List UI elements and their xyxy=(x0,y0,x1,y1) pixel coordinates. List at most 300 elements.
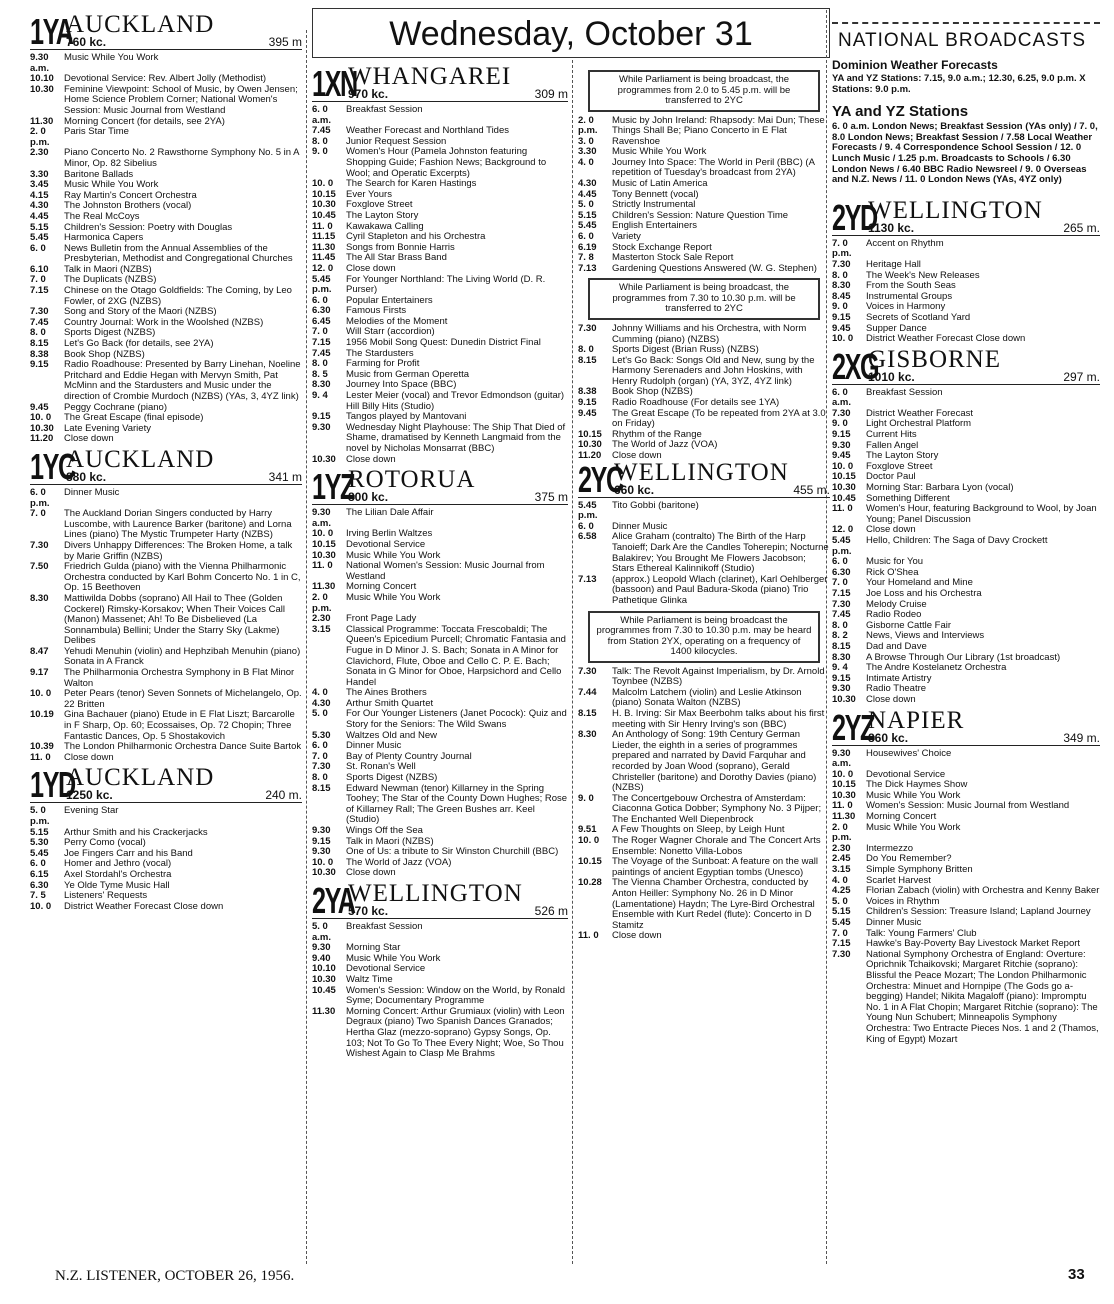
programme-time: 8. 5 xyxy=(312,368,328,380)
programme-time: 3.30 xyxy=(578,146,597,158)
programme-row xyxy=(578,794,830,826)
programme-time: 11.30 xyxy=(312,581,336,593)
programme-row xyxy=(30,541,302,562)
programme-title: National Women's Session: Music Journal from Westland xyxy=(346,560,545,582)
programme-time: 10. 0 xyxy=(832,768,854,780)
programme-time: 10. 0 xyxy=(312,528,334,540)
programme-title: Talk: Young Farmers' Club xyxy=(866,927,977,939)
programme-time: 8. 0 xyxy=(578,344,594,356)
programme-time: 7.30 xyxy=(578,665,597,677)
programme-row xyxy=(30,148,302,169)
station-frequency xyxy=(614,484,830,496)
programme-title: Breakfast Session xyxy=(346,920,423,932)
programme-time: 7.30 xyxy=(30,306,49,318)
programme-row xyxy=(578,931,830,942)
programme-time: 10. 0 xyxy=(312,856,334,868)
programme-title: The Philharmonia Orchestra Symphony in B Flat Minor Walton xyxy=(64,667,295,689)
programme-title: Morning Star: Barbara Lyon (vocal) xyxy=(866,482,1014,494)
programme-title: Ever Yours xyxy=(346,188,392,200)
programme-time: 8.15 xyxy=(578,354,597,366)
programme-time: 9. 4 xyxy=(832,662,848,674)
station-metres: 297 m. xyxy=(1063,369,1100,384)
station-kc: 570 kc. xyxy=(348,903,389,918)
programme-row xyxy=(30,753,302,764)
programme-title: Cyril Stapleton and his Orchestra xyxy=(346,231,486,243)
programme-row xyxy=(578,688,830,709)
programme-title: The Stardusters xyxy=(346,347,414,359)
programme-time: 2.30 xyxy=(832,842,851,854)
programme-title: Something Different xyxy=(866,492,950,504)
programme-title: Fallen Angel xyxy=(866,439,919,451)
programme-title: News Bulletin from the Annual Assemblies of the Presbyterian, Methodist and Congregational Churches xyxy=(64,242,293,265)
programme-time: 8.15 xyxy=(30,338,49,350)
programme-time: 7.45 xyxy=(312,125,331,137)
programme-time: 11. 0 xyxy=(312,220,333,232)
programme-time: 7.30 xyxy=(312,761,331,773)
programme-time: 5. 0 p.m. xyxy=(30,805,50,827)
programme-title: Bay of Plenty Country Journal xyxy=(346,750,472,762)
programme-title: Gina Bachauer (piano) Etude in E Flat Liszt; Barcarolle in F Sharp, Op. 60; Ecossaises, Op. 72 Chopin; Three Fantastic Dances, Op. 5 Shostakovich xyxy=(64,709,295,742)
programme-time: 9.30 xyxy=(312,421,331,433)
station-header xyxy=(30,11,302,52)
column-rule xyxy=(306,30,307,1264)
station-metres: 341 m xyxy=(268,469,302,484)
programme-row xyxy=(30,127,302,148)
station-city: GISBORNE xyxy=(868,345,1002,373)
programme-time: 9.30 a.m. xyxy=(832,747,852,770)
programme-title: Waltzes Old and New xyxy=(346,729,437,741)
programme-time: 7. 0 xyxy=(30,508,46,520)
station-metres: 375 m xyxy=(534,490,568,505)
programme-title: Feminine Viewpoint: School of Music, by Owen Jensen; Home Science Problem Corner; National Women's Session: Music Journal from Westland xyxy=(64,83,298,116)
programme-time: 7.45 xyxy=(30,316,49,328)
station-title xyxy=(614,458,830,497)
programme-time: 6.45 xyxy=(312,315,331,327)
column-4 xyxy=(832,10,1100,1049)
programme-title: Women's Hour (Pamela Johnston featuring Shopping Guide; Fashion News; Background to Wool; and Operatic Excerpts) xyxy=(346,146,547,179)
programme-time: 10.15 xyxy=(832,471,856,483)
programme-time: 10.30 xyxy=(832,482,856,494)
programme-title: Radio Roadhouse (For details see 1YA) xyxy=(612,397,780,409)
programme-time: 7.15 xyxy=(30,285,49,297)
programme-time: 10. 0 xyxy=(30,900,52,912)
programme-title: Morning Concert xyxy=(866,811,937,823)
programme-title: Friedrich Gulda (piano) with the Vienna Philharmonic Orchestra conducted by Karl Bohm Concerto No. 1 in C, Op. 15 Beethoven xyxy=(64,561,301,594)
programme-time: 10.15 xyxy=(312,538,336,550)
programme-time: 4. 0 xyxy=(578,156,594,168)
programme-row xyxy=(312,625,568,689)
station-metres: 455 m. xyxy=(793,482,830,497)
programme-row xyxy=(30,212,302,223)
programme-time: 10.30 xyxy=(312,199,336,211)
programme-time: 6. 0 xyxy=(30,858,46,870)
programme-row xyxy=(832,260,1100,271)
programme-title: The Duplicats (NZBS) xyxy=(64,274,157,286)
programme-time: 9.45 xyxy=(832,450,851,462)
programme-title: Music While You Work xyxy=(64,179,159,191)
programme-title: Farming for Profit xyxy=(346,358,420,370)
station-metres: 265 m. xyxy=(1063,220,1100,235)
programme-title: Perry Como (vocal) xyxy=(64,837,146,849)
programme-row xyxy=(578,409,830,430)
station-title xyxy=(66,764,302,803)
programme-title: The World of Jazz (VOA) xyxy=(346,856,452,868)
programme-title: The Layton Story xyxy=(866,450,939,462)
programme-title: Sports Digest (Brian Russ) (NZBS) xyxy=(612,344,759,356)
programme-title: Journey Into Space: The World in Peril (BBC) (A repetition of Tuesday's broadcast from 2YA) xyxy=(612,156,815,179)
programme-title: Melody Cruise xyxy=(866,598,927,610)
programme-row xyxy=(30,902,302,913)
programme-title: News, Views and Interviews xyxy=(866,630,985,642)
programme-title: The All Star Brass Band xyxy=(346,252,447,264)
station-title xyxy=(348,466,568,505)
programme-time: 8.47 xyxy=(30,645,49,657)
programme-title: Music While You Work xyxy=(346,952,441,964)
programme-time: 10.30 xyxy=(30,422,54,434)
programme-title: Radio Rodeo xyxy=(866,609,922,621)
programme-row xyxy=(312,105,568,126)
programme-time: 10. 0 xyxy=(832,333,854,345)
programme-row xyxy=(312,826,568,837)
programme-time: 9.30 xyxy=(832,683,851,695)
programme-row xyxy=(832,589,1100,600)
station-title xyxy=(348,63,568,101)
programme-time: 6. 0 p.m. xyxy=(30,486,50,509)
programme-time: 5.15 xyxy=(30,826,49,838)
programme-title: Music While You Work xyxy=(612,146,707,158)
programme-time: 7.30 xyxy=(832,948,851,960)
programme-title: Simple Symphony Britten xyxy=(866,864,973,876)
programme-time: 4.30 xyxy=(578,178,597,190)
programme-time: 11.15 xyxy=(312,231,336,243)
programme-time: 8.38 xyxy=(578,386,597,398)
programme-time: 10.10 xyxy=(312,963,336,975)
station-city: WELLINGTON xyxy=(348,879,523,907)
station-kc: 800 kc. xyxy=(348,490,389,505)
programme-title: Variety xyxy=(612,231,641,243)
station-call-sign: 2XG xyxy=(832,345,879,387)
station-call-sign: 1XN xyxy=(312,63,357,104)
programme-row xyxy=(312,275,568,296)
programme-title: Ray Martin's Concert Orchestra xyxy=(64,189,197,201)
station-title xyxy=(868,196,1100,235)
station-block xyxy=(832,196,1100,345)
station-city: AUCKLAND xyxy=(66,764,215,792)
programme-row xyxy=(312,922,568,943)
programme-title: Will Starr (accordion) xyxy=(346,326,435,338)
programme-time: 9.30 xyxy=(312,825,331,836)
programme-title: Close down xyxy=(346,453,396,465)
programme-time: 2. 0 p.m. xyxy=(30,126,50,148)
station-call-sign: 1YD xyxy=(30,764,75,806)
programme-time: 9.30 xyxy=(312,846,331,858)
programme-time: 9.17 xyxy=(30,667,49,679)
programme-time: 6.58 xyxy=(578,531,597,543)
programme-time: 9.40 xyxy=(312,952,331,964)
programme-title: Weather Forecast and Northland Tides xyxy=(346,125,509,137)
programme-time: 10.45 xyxy=(832,492,856,504)
station-city: WELLINGTON xyxy=(868,196,1043,224)
programme-time: 5. 0 xyxy=(832,895,848,907)
programme-time: 4.30 xyxy=(30,200,49,212)
programme-row xyxy=(312,423,568,455)
programme-time: 4.30 xyxy=(312,697,331,709)
programme-title: Light Orchestral Platform xyxy=(866,418,972,430)
column-1 xyxy=(30,11,302,916)
station-frequency xyxy=(348,905,568,917)
programme-time: 8. 0 xyxy=(312,358,328,370)
programme-time: 7. 8 xyxy=(578,252,594,264)
programme-time: 10.15 xyxy=(578,428,602,440)
programme-title: Music for You xyxy=(866,556,924,568)
programme-title: Front Page Lady xyxy=(346,613,417,625)
programme-time: 8. 2 xyxy=(832,630,848,642)
programme-title: The Aines Brothers xyxy=(346,687,427,699)
programme-title: Scarlet Harvest xyxy=(866,874,931,886)
station-header xyxy=(30,445,302,487)
programme-title: Famous Firsts xyxy=(346,305,407,317)
programme-title: Kawakawa Calling xyxy=(346,220,424,232)
programme-time: 9.51 xyxy=(578,824,597,836)
programme-time: 9. 0 xyxy=(312,146,328,158)
programme-title: Close down xyxy=(866,693,916,705)
programme-time: 10. 0 xyxy=(30,688,52,700)
programme-row xyxy=(312,593,568,614)
programme-title: Hawke's Bay-Poverty Bay Livestock Market Report xyxy=(866,938,1081,950)
programme-time: 7.45 xyxy=(832,609,851,621)
programme-title: Music While You Work xyxy=(866,789,961,801)
programme-row xyxy=(30,594,302,647)
programme-title: Close down xyxy=(612,930,662,942)
programme-time: 10. 0 xyxy=(832,460,854,472)
programme-time: 5.30 xyxy=(312,729,331,741)
programme-time: 10.28 xyxy=(578,877,602,889)
station-title xyxy=(348,879,568,918)
programme-time: 9.15 xyxy=(832,429,851,441)
station-header xyxy=(832,706,1100,748)
programme-time: 11.30 xyxy=(312,241,336,253)
programme-row xyxy=(832,695,1100,706)
programme-title: H. B. Irving: Sir Max Beerbohm talks about his first meeting with Sir Henry Irving's son (BBC) xyxy=(612,707,825,730)
station-kc: 1130 kc. xyxy=(868,220,915,235)
programme-time: 6.10 xyxy=(30,263,49,275)
programme-row xyxy=(832,823,1100,844)
station-city: NAPIER xyxy=(868,706,965,734)
programme-time: 9.30 a.m. xyxy=(30,52,50,74)
programme-row xyxy=(832,642,1100,653)
programme-title: Close down xyxy=(612,450,662,462)
programme-title: Music While You Work xyxy=(64,52,159,63)
programme-time: 10.30 xyxy=(312,867,336,879)
programme-row xyxy=(30,360,302,402)
programme-time: 10.39 xyxy=(30,741,54,753)
programme-row xyxy=(312,1007,568,1060)
programme-row xyxy=(312,975,568,986)
programme-title: The Johnston Brothers (vocal) xyxy=(64,200,192,212)
programme-time: 5.15 xyxy=(578,209,597,221)
programme-title: Dad and Dave xyxy=(866,640,927,652)
programme-row xyxy=(578,709,830,730)
programme-time: 6. 0 xyxy=(312,294,328,306)
programme-title: The Dick Haymes Show xyxy=(866,779,968,791)
programme-title: Ye Olde Tyme Music Hall xyxy=(64,879,170,891)
programme-title: Florian Zabach (violin) with Orchestra and Kenny Baker xyxy=(866,885,1100,897)
programme-time: 8.15 xyxy=(312,782,331,794)
programme-time: 8. 0 xyxy=(30,327,46,339)
programme-time: 10.15 xyxy=(312,188,336,200)
programme-time: 10. 0 xyxy=(312,178,334,190)
programme-time: 8. 0 xyxy=(832,619,848,631)
programme-time: 9.15 xyxy=(312,411,331,423)
programme-title: Children's Session: Treasure Island; Lapland Journey xyxy=(866,906,1091,918)
programme-time: 3.30 xyxy=(30,168,49,180)
programme-time: 9.45 xyxy=(30,401,49,413)
programme-time: 8.38 xyxy=(30,348,49,360)
programme-row xyxy=(30,286,302,307)
programme-title: The Layton Story xyxy=(346,209,419,221)
programme-time: 10.30 xyxy=(578,439,602,451)
station-title xyxy=(66,11,302,49)
programme-row xyxy=(578,501,830,522)
programme-title: Melodies of the Moment xyxy=(346,315,448,327)
programme-title: Music by John Ireland: Rhapsody: Mai Dun; These Things Shall Be; Piano Concerto in E Flat xyxy=(612,114,825,137)
station-city: ROTORUA xyxy=(348,466,476,494)
programme-title: Joe Loss and his Orchestra xyxy=(866,587,982,599)
programme-title: Radio Roadhouse: Presented by Barry Linehan, Noeline Pritchard and Eddie Hegan with Mervyn Smith, Pat McMinn and the Stardusters and Music under the direction of Crombie Murdoch (NZBS) (YAs, 3, 4YZ link) xyxy=(64,359,301,402)
programme-time: 2. 0 p.m. xyxy=(832,821,852,844)
programme-time: 11.20 xyxy=(30,433,54,445)
programme-row xyxy=(578,532,830,574)
programme-title: Voices in Harmony xyxy=(866,301,946,313)
programme-title: Devotional Service: Rev. Albert Jolly (Methodist) xyxy=(64,73,267,85)
programme-time: 4.45 xyxy=(30,210,49,222)
programme-time: 8.30 xyxy=(312,379,331,391)
programme-time: 11. 0 xyxy=(578,930,599,942)
programme-time: 6.19 xyxy=(578,241,597,253)
programme-title: Wednesday Night Playhouse: The Ship That Died of Shame, dramatised by Kenneth Langmaid from the novel by Nicholas Monsarrat (BBC) xyxy=(346,421,566,454)
programme-title: St. Ronan's Well xyxy=(346,761,416,773)
programme-title: Supper Dance xyxy=(866,322,927,334)
programme-time: 6. 0 xyxy=(578,520,594,532)
programme-time: 2.30 xyxy=(312,613,331,625)
programme-title: Housewives' Choice xyxy=(866,747,952,759)
programme-title: The Great Escape (To be repeated from 2YA at 3.0 on Friday) xyxy=(612,407,826,430)
programme-title: The Week's New Releases xyxy=(866,269,980,281)
programme-title: Radio Theatre xyxy=(866,683,927,695)
programme-row xyxy=(832,950,1100,1045)
programme-title: Arthur Smith Quartet xyxy=(346,697,434,709)
programme-time: 11.20 xyxy=(578,450,602,462)
programme-time: 12. 0 xyxy=(312,262,334,274)
programme-row xyxy=(312,211,568,222)
page-number: 33 xyxy=(1068,1266,1085,1283)
programme-time: 10.30 xyxy=(312,549,336,561)
programme-title: Music While You Work xyxy=(346,549,441,561)
programme-title: Dinner Music xyxy=(612,520,668,532)
programme-title: Yehudi Menuhin (violin) and Hephzibah Menuhin (piano) Sonata in A Franck xyxy=(64,645,301,668)
programme-time: 10. 0 xyxy=(578,835,600,847)
ya-stations-schedule: 6. 0 a.m. London News; Breakfast Session (YAs only) / 7. 0, 8.0 London News; Breakfast Session / 7.58 Local Weather Forecasts / 9. 4 Correspondence School Session / 12. 0 Lunch Music / 1.25 p.m. Broadcasts to Schools / 6.30 London News / 6.40 BBC Radio Newsreel / 9. 0 Overseas and N.Z. News / 11. 0 London News (YAs, 4YZ only) xyxy=(832,121,1098,186)
programme-time: 2.45 xyxy=(832,853,851,865)
programme-title: Axel Stordahl's Orchestra xyxy=(64,868,172,880)
programme-title: Evening Star xyxy=(64,805,119,817)
programme-title: Edward Newman (tenor) Killarney in the Spring Toohey; The Star of the County Down Hughes; Rose of Killarney Rall; The Green Bushes arr. Keel (Studio) xyxy=(346,782,568,826)
programme-title: The Great Escape (final episode) xyxy=(64,412,204,424)
programme-title: Rhythm of the Range xyxy=(612,428,702,440)
programme-title: Irving Berlin Waltzes xyxy=(346,528,433,540)
programme-title: Popular Entertainers xyxy=(346,294,433,306)
programme-row xyxy=(312,264,568,275)
programme-time: 7.15 xyxy=(832,587,851,599)
programme-time: 11.45 xyxy=(312,252,336,264)
programme-row xyxy=(312,508,568,529)
column-rule xyxy=(572,60,573,1264)
programme-time: 11.30 xyxy=(30,115,54,127)
programme-time: 6.30 xyxy=(312,305,331,317)
programme-time: 6. 0 a.m. xyxy=(312,104,332,126)
programme-title: Rick O'Shea xyxy=(866,566,919,578)
programme-title: Talk in Maori (NZBS) xyxy=(346,835,434,847)
programme-row xyxy=(312,147,568,179)
programme-time: 2. 0 p.m. xyxy=(578,114,598,137)
programme-title: Talk: The Revolt Against Imperialism, by Dr. Arnold Toynbee (NZBS) xyxy=(612,665,825,688)
programme-time: 9.15 xyxy=(832,672,851,684)
programme-title: Dinner Music xyxy=(866,917,922,928)
programme-title: The World of Jazz (VOA) xyxy=(612,439,718,451)
programme-time: 9.15 xyxy=(578,397,597,409)
programme-title: Gardening Questions Answered (W. G. Stephen) xyxy=(612,262,817,274)
programme-title: Tangos played by Mantovani xyxy=(346,411,467,423)
programme-title: Johnny Williams and his Orchestra, with Norm Cumming (piano) (NZBS) xyxy=(612,322,807,345)
programme-time: 3.45 xyxy=(30,179,49,191)
programme-time: 9.30 xyxy=(312,942,331,954)
programme-row xyxy=(578,324,830,345)
programme-title: Intermezzo xyxy=(866,842,913,854)
programme-time: 10. 0 xyxy=(30,412,52,424)
programme-title: English Entertainers xyxy=(612,220,698,232)
station-title xyxy=(868,345,1100,384)
programme-title: The London Philharmonic Orchestra Dance Suite Bartok xyxy=(64,741,302,753)
station-kc: 970 kc. xyxy=(348,87,389,101)
programme-title: Song and Story of the Maori (NZBS) xyxy=(64,306,217,318)
programme-time: 7.13 xyxy=(578,573,597,585)
programme-title: Intimate Artistry xyxy=(866,672,932,684)
station-metres: 349 m. xyxy=(1063,730,1100,745)
programme-time: 9. 0 xyxy=(832,301,848,313)
programme-title: Sports Digest (NZBS) xyxy=(64,327,156,339)
programme-time: 5. 0 xyxy=(312,708,328,720)
station-header xyxy=(312,63,568,104)
programme-time: 5.15 xyxy=(30,221,49,233)
programme-time: 11.30 xyxy=(312,1005,336,1017)
programme-title: Tito Gobbi (baritone) xyxy=(612,499,699,511)
programme-time: 8.30 xyxy=(30,592,49,604)
programme-title: Harmonica Capers xyxy=(64,232,144,244)
programme-time: 7.50 xyxy=(30,561,49,573)
programme-title: Women's Hour, featuring Background to Wool, by Joan Young; Panel Discussion xyxy=(866,503,1097,525)
programme-row xyxy=(30,647,302,668)
programme-time: 10.15 xyxy=(578,856,602,868)
station-city: WELLINGTON xyxy=(614,458,789,486)
programme-title: Stock Exchange Report xyxy=(612,241,712,253)
programme-title: Tony Bennett (vocal) xyxy=(612,188,699,200)
programme-title: Close down xyxy=(346,867,396,879)
programme-title: Voices in Rhythm xyxy=(866,895,940,907)
station-kc: 880 kc. xyxy=(66,469,107,484)
station-block xyxy=(312,63,568,465)
programme-title: One of Us: a tribute to Sir Winston Churchill (BBC) xyxy=(346,846,559,858)
programme-row xyxy=(578,356,830,388)
